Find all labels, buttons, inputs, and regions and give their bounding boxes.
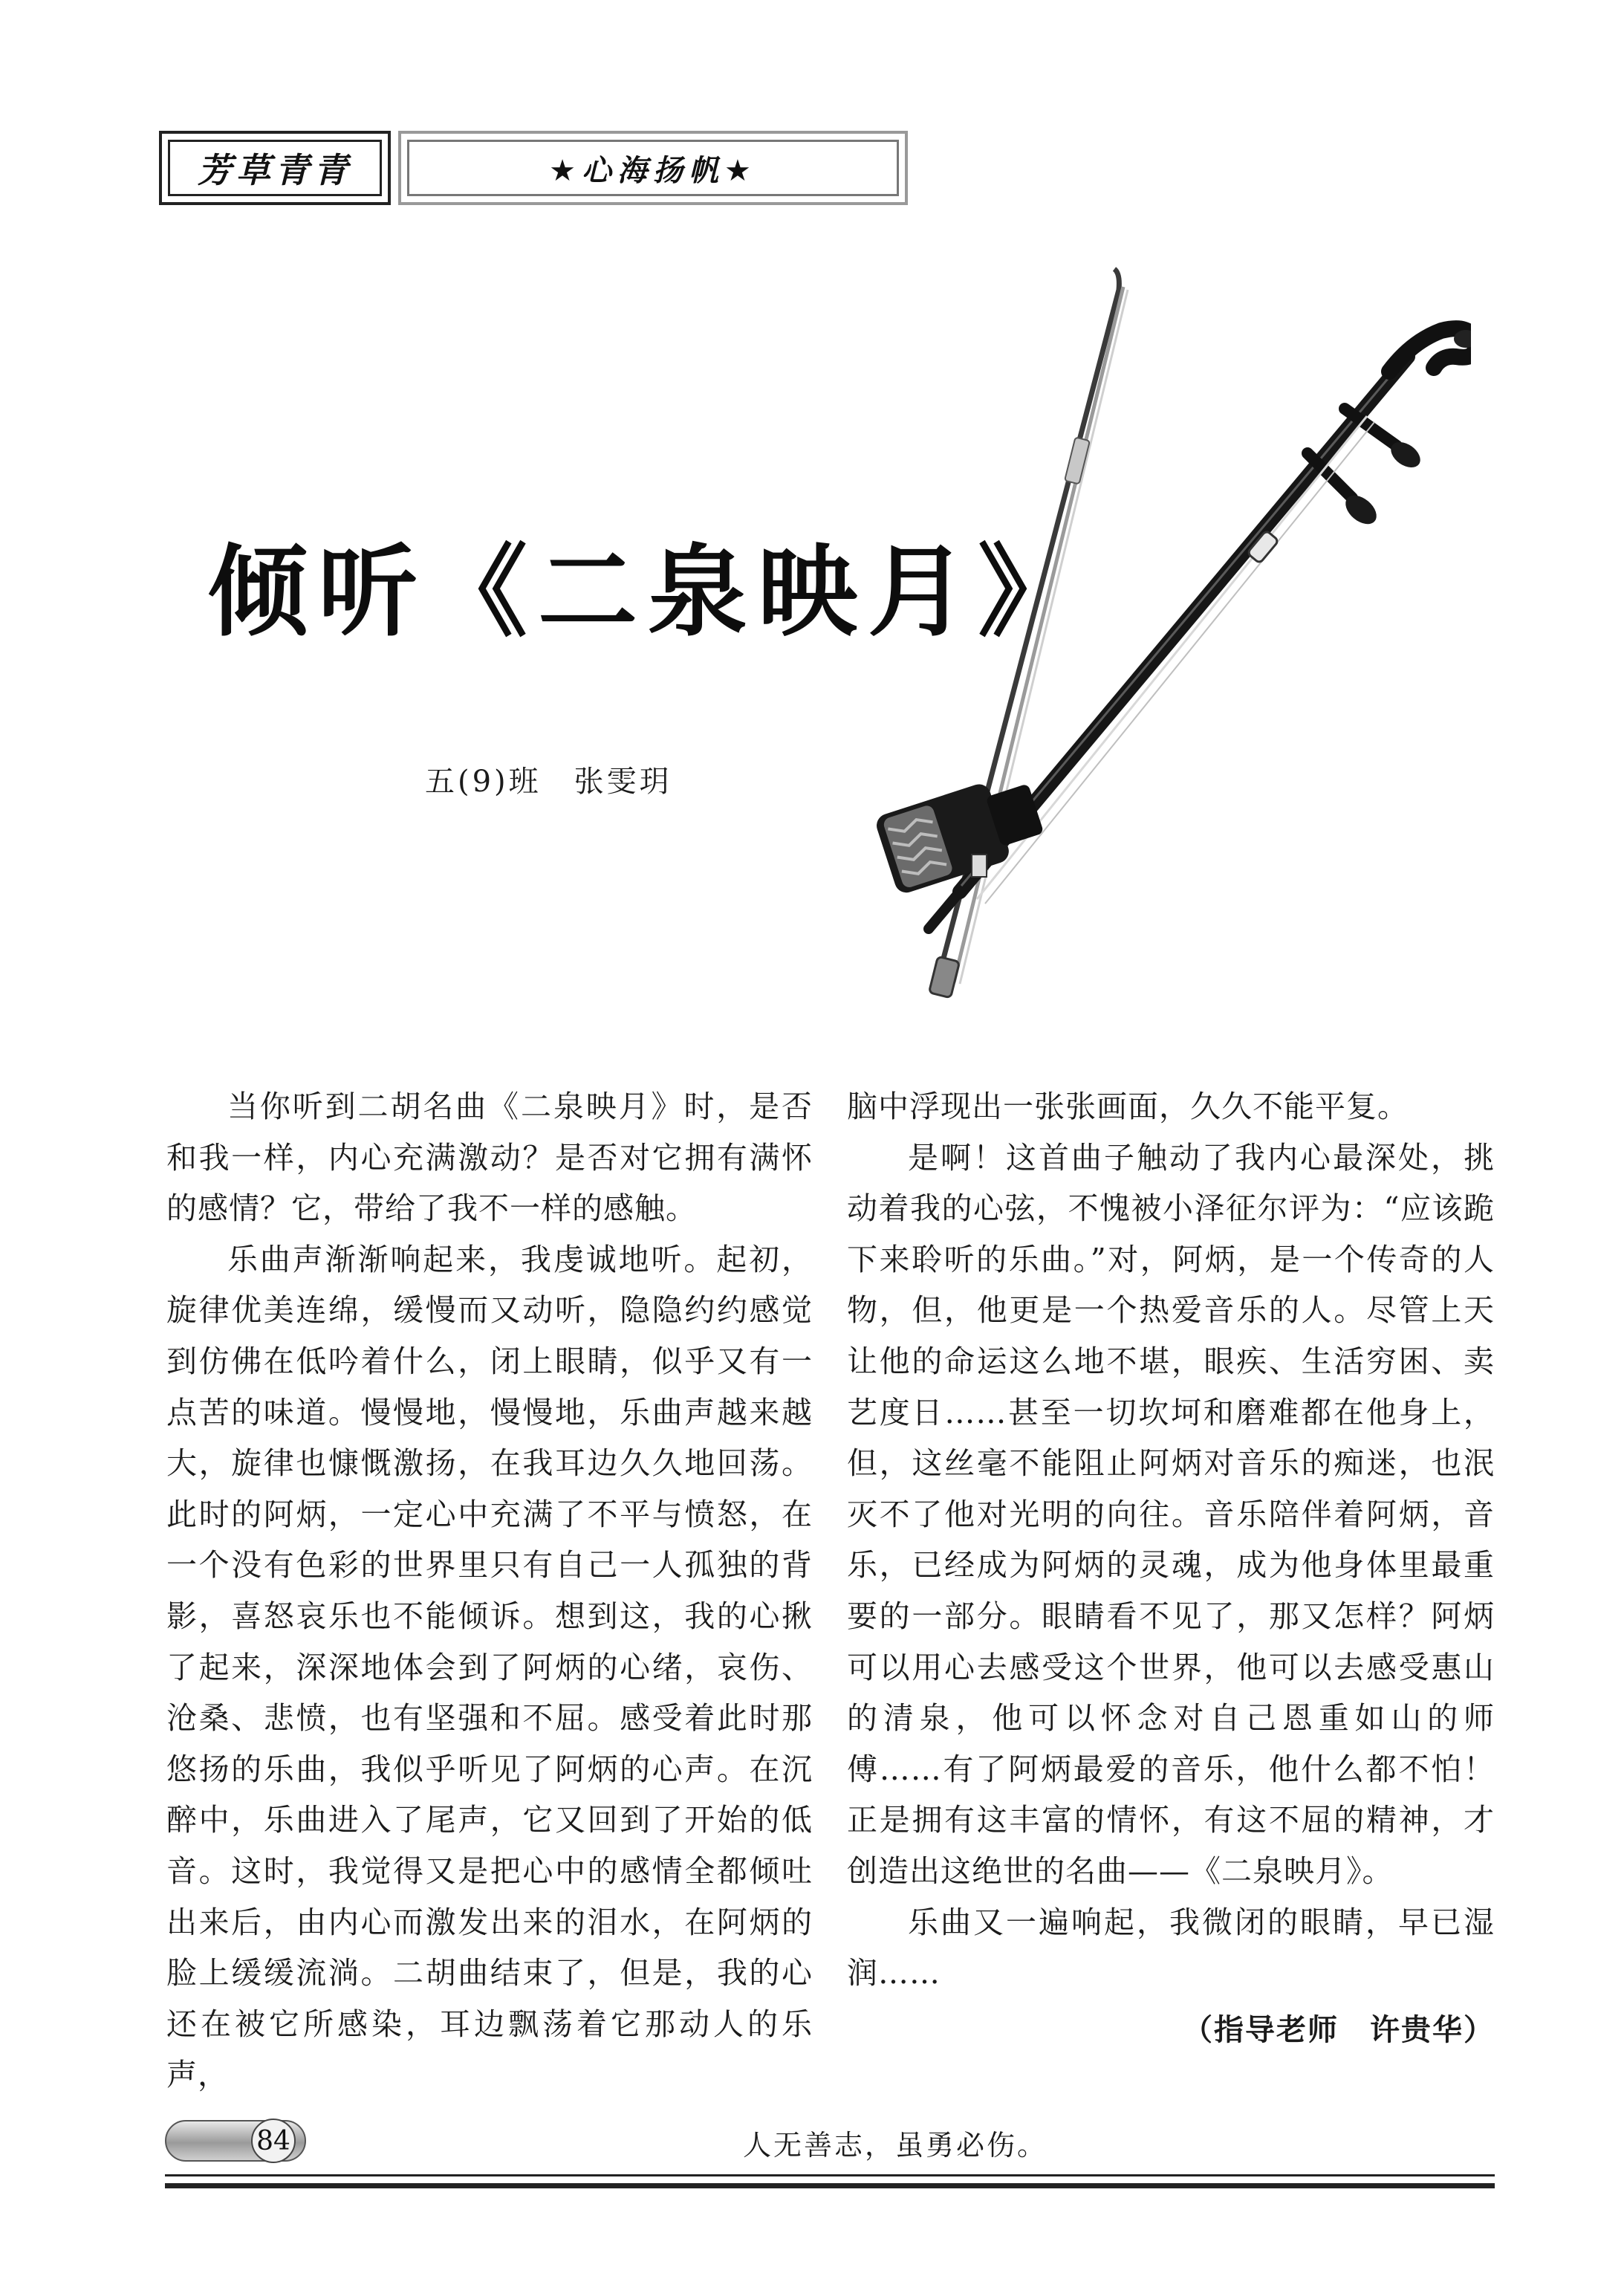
section-label: ★心海扬帆★ [407, 140, 899, 196]
page-number: 84 [251, 2119, 296, 2163]
footer-rule-thin [165, 2174, 1495, 2176]
footer-motto: 人无善志，虽勇必伤。 [743, 2129, 1048, 2162]
article-byline: 五(9)班 张雯玥 [425, 765, 672, 799]
paragraph: 当你听到二胡名曲《二泉映月》时，是否和我一样，内心充满激动？是否对它拥有满怀的感情？它，带给了我不一样的感触。 [166, 1089, 813, 1227]
mentor-credit: （指导老师 许贵华） [1183, 2012, 1495, 2047]
section-label-box [398, 131, 908, 205]
erhu-icon [802, 260, 1471, 1006]
paragraph: 脑中浮现出一张张画面，久久不能平复。 [847, 1089, 1409, 1124]
article-title: 倾听《二泉映月》 [208, 534, 1088, 650]
article-body-right [847, 1081, 1495, 2055]
article-body-left [166, 1081, 813, 2101]
paragraph: 乐曲又一遍响起，我微闭的眼睛，早已湿润…… [847, 1904, 1495, 1991]
column-label: 芳草青青 [168, 140, 382, 196]
footer-rule-thick [165, 2183, 1495, 2188]
paragraph: 是啊！这首曲子触动了我内心最深处，挑动着我的心弦，不愧被小泽征尔评为：“应该跪下来聆听的乐曲。”对，阿炳，是一个传奇的人物，但，他更是一个热爱音乐的人。尽管上天让他的命运这么地不堪，眼疾、生活穷困、卖艺度日……甚至一切坎坷和磨难都在他身上，但，这丝毫不能阻止阿炳对音乐的痴迷，也泯灭不了他对光明的向往。音乐陪伴着阿炳，音乐，已经成为阿炳的灵魂，成为他身体里最重要的一部分。眼睛看不见了，那又怎样？阿炳可以用心去感受这个世界，他可以去感受惠山的清泉，他可以怀念对自己恩重如山的师傅……有了阿炳最爱的音乐，他什么都不怕！正是拥有这丰富的情怀，有这不屈的精神，才创造出这绝世的名曲——《二泉映月》。 [847, 1139, 1495, 1889]
paragraph: 乐曲声渐渐响起来，我虔诚地听。起初，旋律优美连绵，缓慢而又动听，隐隐约约感觉到仿佛在低吟着什么，闭上眼睛，似乎又有一点苦的味道。慢慢地，慢慢地，乐曲声越来越大，旋律也慷慨激扬，在我耳边久久地回荡。此时的阿炳，一定心中充满了不平与愤怒，在一个没有色彩的世界里只有自己一人孤独的背影，喜怒哀乐也不能倾诉。想到这，我的心揪了起来，深深地体会到了阿炳的心绪，哀伤、沧桑、悲愤，也有坚强和不屈。感受着此时那悠扬的乐曲，我似乎听见了阿炳的心声。在沉醉中，乐曲进入了尾声，它又回到了开始的低音。这时，我觉得又是把心中的感情全都倾吐出来后，由内心而激发出来的泪水，在阿炳的脸上缓缓流淌。二胡曲结束了，但是，我的心还在被它所感染，耳边飘荡着它那动人的乐声， [166, 1241, 813, 2093]
column-label-box [159, 131, 391, 205]
